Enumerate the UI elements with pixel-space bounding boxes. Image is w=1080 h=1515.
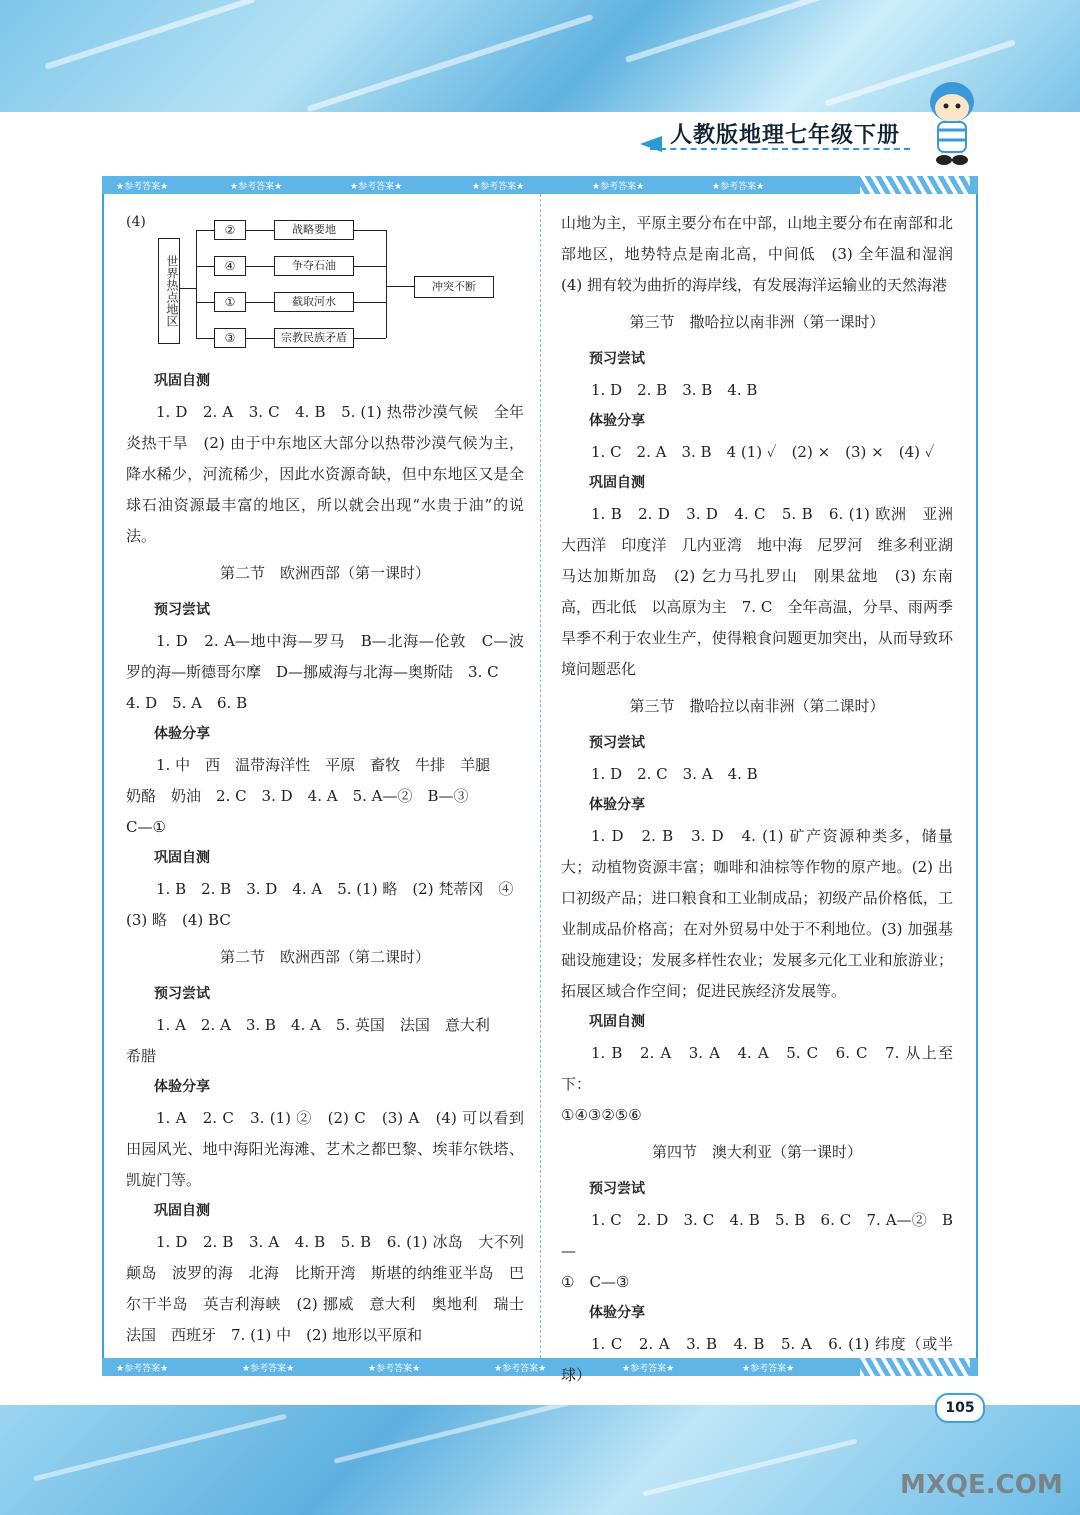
answer-text: 1. D 2. A 3. C 4. B 5. (1) 热带沙漠气候 全年炎热干旱 (2) 由于中东地区大部分以热带沙漠气候为主，降水稀少，河流稀少，因此水资源奇缺，但中东地区又是全球石油资源最丰富的地区，所以就会出现“水贵于油”的说法。 (126, 403, 524, 545)
answer-text: 1. A 2. A 3. B 4. A 5. 英国 法国 意大利 (156, 1016, 490, 1034)
lesson-title: 第三节 撒哈拉以南非洲（第二课时） (629, 697, 885, 715)
diagram-left-box: 世界热点地区 (158, 238, 180, 344)
answer-text: 1. B 2. A 3. A 4. A 5. C 6. C 7. 从上至下： (561, 1044, 953, 1093)
diagram-number: ④ (214, 256, 246, 276)
answer-text: 山地为主，平原主要分布在中部，山地主要分布在南部和北部地区，地势特点是南北高，中间低 (3) 全年温和湿润 (4) 拥有较为曲折的海岸线，有发展海洋运输业的天然海港 (561, 214, 969, 294)
right-column (561, 208, 969, 1391)
answer-text: 1. D 2. B 3. B 4. B (591, 381, 758, 399)
site-watermark: MXQE.COM (900, 1470, 1063, 1500)
strip-label: ★参考答案★ (622, 1364, 675, 1374)
book-title: 人教版地理七年级下册 (670, 123, 901, 148)
section-heading: 体验分享 (154, 1079, 210, 1095)
answer-text: 1. 中 西 温带海洋性 平原 畜牧 牛排 羊腿 (156, 756, 491, 774)
strip-label: ★参考答案★ (742, 1364, 795, 1374)
top-banner (0, 0, 1080, 112)
answer-text: 1. C 2. A 3. B 4 (1) ✓ (2) × (3) × (4) ✓ (591, 443, 935, 461)
lesson-title: 第四节 澳大利亚（第一课时） (651, 1143, 862, 1161)
left-column (126, 366, 540, 1351)
title-underline (650, 148, 910, 150)
mascot-icon (922, 78, 982, 168)
answer-text: 1. B 2. D 3. D 4. C 5. B 6. (1) 欧洲 亚洲 大西洋 印度洋 几内亚湾 地中海 尼罗河 维多利亚湖 马达加斯加岛 (2) 乞力马扎罗山 刚果盆地 (3) 东南高，西北低 以高原为主 7. C 全年高温，分旱、雨两季 旱季不利于农业生产，使得粮食问题更加突出，从而导致环境问题恶化 (561, 505, 969, 678)
hotspot-diagram (126, 212, 526, 358)
section-heading: 巩固自测 (154, 850, 210, 866)
diagram-item: 截取河水 (274, 292, 354, 312)
diagram-item: 争夺石油 (274, 256, 354, 276)
section-heading: 巩固自测 (154, 373, 210, 389)
strip-label: ★参考答案★ (116, 182, 169, 192)
column-divider (540, 194, 541, 1358)
answer-text: ①④③②⑤⑥ (561, 1106, 642, 1124)
strip-label: ★参考答案★ (472, 182, 525, 192)
diagram-result: 冲突不断 (414, 276, 494, 298)
strip-label: ★参考答案★ (592, 182, 645, 192)
answer-text: 1. D 2. C 3. A 4. B (591, 765, 758, 783)
section-heading: 预习尝试 (589, 1181, 645, 1197)
strip-label: ★参考答案★ (116, 1364, 169, 1374)
answer-text: 4. D 5. A 6. B (126, 694, 248, 712)
strip-label: ★参考答案★ (230, 182, 283, 192)
answer-text: 1. B 2. B 3. D 4. A 5. (1) 略 (2) 梵蒂冈 ④ (156, 880, 514, 898)
diagram-label: (4) (126, 214, 146, 230)
strip-label: ★参考答案★ (494, 1364, 547, 1374)
strip-label: ★参考答案★ (712, 182, 765, 192)
answer-text: (3) 略 (4) BC (126, 911, 231, 929)
page-number: 105 (935, 1393, 985, 1423)
lesson-title: 第二节 欧洲西部（第二课时） (219, 948, 430, 966)
answer-text: 1. C 2. D 3. C 4. B 5. B 6. C 7. A—② B— (561, 1211, 953, 1260)
diagram-number: ① (214, 292, 246, 312)
strip-label: ★参考答案★ (242, 1364, 295, 1374)
diagram-item: 战略要地 (274, 220, 354, 240)
answer-text: ① C—③ (561, 1273, 630, 1291)
diagram-item: 宗教民族矛盾 (274, 328, 354, 348)
section-heading: 预习尝试 (589, 351, 645, 367)
section-heading: 巩固自测 (154, 1203, 210, 1219)
section-heading: 预习尝试 (154, 602, 210, 618)
section-heading: 预习尝试 (154, 986, 210, 1002)
answer-text: 奶酪 奶油 2. C 3. D 4. A 5. A—② B—③ (126, 787, 469, 805)
diagram-number: ② (214, 220, 246, 240)
section-heading: 巩固自测 (589, 1014, 645, 1030)
section-heading: 预习尝试 (589, 735, 645, 751)
answer-text: C—① (126, 818, 166, 836)
answer-text: 1. D 2. B 3. A 4. B 5. B 6. (1) 冰岛 大不列颠岛 波罗的海 北海 比斯开湾 斯堪的纳维亚半岛 巴尔干半岛 英吉利海峡 (2) 挪威 意大利 奥地利 瑞士 法国 西班牙 7. (1) 中 (2) 地形以平原和 (126, 1233, 540, 1344)
lesson-title: 第二节 欧洲西部（第一课时） (219, 564, 430, 582)
section-heading: 巩固自测 (589, 475, 645, 491)
strip-label: ★参考答案★ (350, 182, 403, 192)
strip-label: ★参考答案★ (368, 1364, 421, 1374)
section-heading: 体验分享 (589, 1305, 645, 1321)
answer-text: 1. A 2. C 3. (1) ② (2) C (3) A (4) 可以看到田园风光、地中海阳光海滩、艺术之都巴黎、埃菲尔铁塔、凯旋门等。 (126, 1109, 524, 1189)
diagram-number: ③ (214, 328, 246, 348)
section-heading: 体验分享 (589, 797, 645, 813)
answer-text: 希腊 (126, 1047, 157, 1065)
answer-text: 1. D 2. B 3. D 4. (1) 矿产资源种类多，储量大；动植物资源丰富；咖啡和油棕等作物的原产地。(2) 出口初级产品；进口粮食和工业制成品；初级产品价格低，工业制成品价格高；在对外贸易中处于不利地位。(3) 加强基础设施建设；发展多样性农业；发展多元化工业和旅游业；拓展区域合作空间；促进民族经济发展等。 (561, 827, 953, 1000)
lesson-title: 第三节 撒哈拉以南非洲（第一课时） (629, 313, 885, 331)
answer-text: 1. D 2. A—地中海—罗马 B—北海—伦敦 C—波罗的海—斯德哥尔摩 D—挪威海与北海—奥斯陆 3. C (126, 632, 524, 681)
top-answer-strip (102, 176, 978, 194)
section-heading: 体验分享 (589, 413, 645, 429)
section-heading: 体验分享 (154, 726, 210, 742)
answer-text: 1. C 2. A 3. B 4. B 5. A 6. (1) 纬度（或半球） (561, 1335, 953, 1384)
